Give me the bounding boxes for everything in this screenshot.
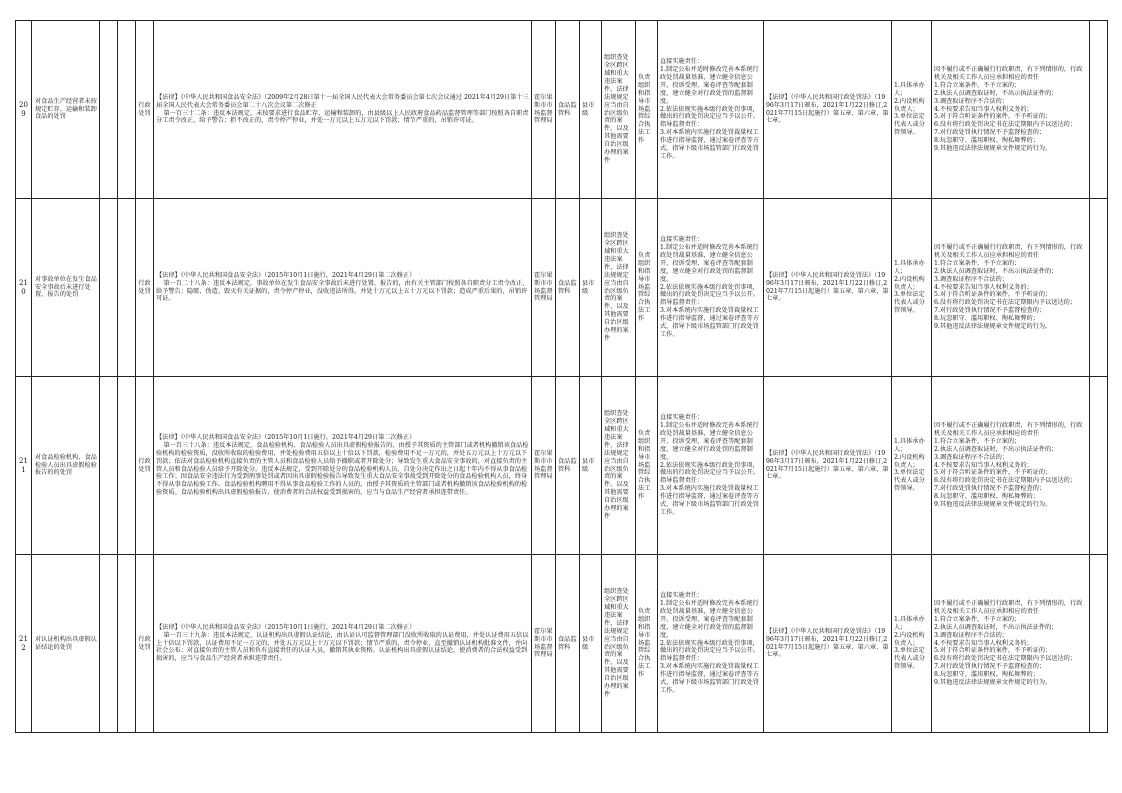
- accountability-cases: 因不履行或不正确履行行政职责，有下列情形的，行政机关及相关工作人员应承担相应的责任 1.符合立案条件，不予立案的； 2.执法人员调查取证时，不出示执法证件的； 3.调查取证程序不合法的； 4.不按要求告知当事人权利义务的； 5.对于符合听证条件的案件，不予听证的； 6.没有将行政处罚决定书在法定期限内予以送达的； 7.对行政处罚执行情况不予监督检查的； 8.玩忽职守、滥用职权、徇私舞弊的； 9.其他违反法律法规规章文件规定的行为。: [932, 377, 1090, 555]
- legal-basis: [154, 555, 532, 733]
- implementing-subject: 霍尔果斯市市场监督管理局: [532, 555, 556, 733]
- accountable-persons: 1.具体承办人； 2.内设机构负责人； 3.单位法定代表人或分管领导。: [892, 199, 932, 377]
- legal-basis: [154, 377, 532, 555]
- responsibility-basis: 【法律】《中华人民共和国行政处罚法》（1996年3月17日颁布，2021年1月22日修订,2021年7月15日起施行）第五章、第六章、第七章。: [764, 21, 892, 199]
- legal-basis: [154, 199, 532, 377]
- row-number: 210: [16, 199, 32, 377]
- responsibility-items: 直接实施责任： 1.制定公布并适时修改完善本系统行政处罚裁量基准，建立健全信息公开、投诉受理、案卷评查等配套制度，建立健全对行政处罚的监督制度。 2.依法依规实施本级行政处罚事项，做出的行政处罚决定应当予以公开。 指导监督责任： 3.对本系统内实施行政处罚裁量权工作进行指导监督，通过案卷评查等方式，指导下级市场监管部门行政处罚工作。: [658, 21, 764, 199]
- responsibility-items: 直接实施责任： 1.制定公布并适时修改完善本系统行政处罚裁量基准，建立健全信息公开、投诉受理、案卷评查等配套制度，建立健全对行政处罚的监督制度。 2.依法依规实施本级行政处罚事项，做出的行政处罚决定应当予以公开。 指导监督责任： 3.对本系统内实施行政处罚裁量权工作进行指导监督，通过案卷评查等方式，指导下级市场监管部门行政处罚工作。: [658, 377, 764, 555]
- power-list-table: [15, 20, 1108, 733]
- implementing-subject: 霍尔果斯市市场监督管理局: [532, 377, 556, 555]
- item-name: 对认证机构出具虚假认证结论的处罚: [32, 555, 100, 733]
- accountable-persons: 1.具体承办人； 2.内设机构负责人； 3.单位法定代表人或分管领导。: [892, 555, 932, 733]
- blank-cell: [118, 21, 136, 199]
- responsibility-division: 负责组织和指导市场监管综合执法工作: [636, 377, 658, 555]
- item-type: 行政处罚: [136, 199, 154, 377]
- responsible-department: 食品监管科: [556, 377, 580, 555]
- blank-cell: [100, 377, 118, 555]
- legal-basis-body: 第一百三十八条：违反本法规定，食品检验机构、食品检验人员出具虚假检验报告的，由授予其资质的主管部门或者机构撤销该食品检验机构的检验资质，没收所收取的检验费用，并处检验费用五倍以上十倍以下罚款，检验费用不足一万元的，并处五万元以上十万元以下罚款；依法对食品检验机构直接负责的主管人员和食品检验人员给予撤职或者开除处分；导致发生重大食品安全事故的，对直接负责的主管人员和食品检验人员给予开除处分。违反本法规定，受到开除处分的食品检验机构人员，自处分决定作出之日起十年内不得从事食品检验工作；因食品安全违法行为受到刑事处罚或者因出具虚假检验报告导致发生重大食品安全事故受到开除处分的食品检验机构人员，终身不得从事食品检验工作。食品检验机构聘用不得从事食品检验工作的人员的，由授予其资质的主管部门或者机构撤销该食品检验机构的检验资质。食品检验机构出具虚假检验报告，使消费者的合法权益受到损害的，应当与食品生产经营者承担连带责任。: [156, 441, 529, 497]
- item-type: 行政处罚: [136, 377, 154, 555]
- accountability-cases: 因不履行或不正确履行行政职责，有下列情形的，行政机关及相关工作人员应承担相应的责任 1.符合立案条件，不予立案的； 2.执法人员调查取证时，不出示执法证件的； 3.调查取证程序不合法的； 4.不按要求告知当事人权利义务的； 5.对于符合听证条件的案件，不予听证的； 6.没有将行政处罚决定书在法定期限内予以送达的； 7.对行政处罚执行情况不予监督检查的； 8.玩忽职守、滥用职权、徇私舞弊的； 9.其他违反法律法规规章文件规定的行为。: [932, 199, 1090, 377]
- item-name: 对食品生产经营者未按规定贮存、运输和装卸食品的处罚: [32, 21, 100, 199]
- accountable-persons: 1.具体承办人； 2.内设机构负责人； 3.单位法定代表人或分管领导。: [892, 21, 932, 199]
- responsibility-items: 直接实施责任： 1.制定公布并适时修改完善本系统行政处罚裁量基准，建立健全信息公开、投诉受理、案卷评查等配套制度，建立健全对行政处罚的监督制度。 2.依法依规实施本级行政处罚事项，做出的行政处罚决定应当予以公开。 指导监督责任： 3.对本系统内实施行政处罚裁量权工作进行指导监督，通过案卷评查等方式，指导下级市场监管部门行政处罚工作。: [658, 199, 764, 377]
- responsibility-items: 直接实施责任： 1.制定公布并适时修改完善本系统行政处罚裁量基准，建立健全信息公开、投诉受理、案卷评查等配套制度，建立健全对行政处罚的监督制度。 2.依法依规实施本级行政处罚事项，做出的行政处罚决定应当予以公开。 指导监督责任： 3.对本系统内实施行政处罚裁量权工作进行指导监督，通过案卷评查等方式，指导下级市场监管部门行政处罚工作。: [658, 555, 764, 733]
- blank-cell: [100, 199, 118, 377]
- responsibility-basis: 【法律】《中华人民共和国行政处罚法》（1996年3月17日颁布，2021年1月22日修订,2021年7月15日起施行）第五章、第六章、第七章。: [764, 199, 892, 377]
- legal-basis-body: 第一百三十九条：违反本法规定，认证机构出具虚假认证结论，由认证认可监督管理部门没收所收取的认证费用，并处认证费用五倍以上十倍以下罚款，认证费用不足一万元的，并处五万元以上十万元以下罚款；情节严重的，责令停业，直至撤销认证机构批准文件，并向社会公布；对直接负责的主管人员和负有直接责任的认证人员，撤销其执业资格。认证机构出具虚假认证结论，使消费者的合法权益受到损害的，应当与食品生产经营者承担连带责任。: [156, 631, 529, 663]
- accountability-cases: 因不履行或不正确履行行政职责，有下列情形的，行政机关及相关工作人员应承担相应的责任 1.符合立案条件，不予立案的； 2.执法人员调查取证时，不出示执法证件的； 3.调查取证程序不合法的； 4.不按要求告知当事人权利义务的； 5.对于符合听证条件的案件，不予听证的； 6.没有将行政处罚决定书在法定期限内予以送达的； 7.对行政处罚执行情况不予监督检查的； 8.玩忽职守、滥用职权、徇私舞弊的； 9.其他违反法律法规规章文件规定的行为。: [932, 21, 1090, 199]
- exercise-level: 县市级: [580, 21, 602, 199]
- responsibility-division: 负责组织和指导市场监管综合执法工作: [636, 21, 658, 199]
- responsible-department: 食品监管科: [556, 21, 580, 199]
- blank-cell: [100, 555, 118, 733]
- blank-cell: [118, 555, 136, 733]
- jurisdiction-scope: 组织查处全区跨区域和重大违法案件，法律法规规定应当由自治区级负责的案件，以及其他需要自治区级办理的案件: [602, 21, 636, 199]
- implementing-subject: 霍尔果斯市市场监督管理局: [532, 199, 556, 377]
- exercise-level: 县市级: [580, 199, 602, 377]
- implementing-subject: 霍尔果斯市市场监督管理局: [532, 21, 556, 199]
- legal-basis-title: 【法律】《中华人民共和国食品安全法》（2015年10月1日施行，2021年4月29日第二次修正）: [156, 433, 416, 441]
- item-name: 对事故单位在发生食品安全事故后未进行处置、报告的处罚: [32, 199, 100, 377]
- legal-basis: [154, 21, 532, 199]
- table-row: [16, 199, 1108, 377]
- legal-basis-body: 第一百三十二条：违反本法规定，未按要求进行食品贮存、运输和装卸的，由县级以上人民政府食品药品监督管理等部门按照各自职责分工责令改正，给予警告；拒不改正的，责令停产停业，并处一万元以上五万元以下罚款；情节严重的，吊销许可证。: [156, 109, 529, 125]
- row-number: 212: [16, 555, 32, 733]
- remarks-cell: [1090, 199, 1108, 377]
- item-name: 对食品检验机构、食品检验人员出具虚假检验报告的的处罚: [32, 377, 100, 555]
- remarks-cell: [1090, 21, 1108, 199]
- responsibility-division: 负责组织和指导市场监管综合执法工作: [636, 555, 658, 733]
- blank-cell: [118, 377, 136, 555]
- table-row: [16, 377, 1108, 555]
- remarks-cell: [1090, 555, 1108, 733]
- responsible-department: 食品监管科: [556, 555, 580, 733]
- legal-basis-title: 【法律】《中华人民共和国食品安全法》（2009年2月28日第十一届全国人民代表大会常务委员会第七次会议通过 2021年4月29日第十三届全国人民代表大会常务委员会第二十八次会议第二次修正: [156, 93, 529, 109]
- legal-basis-body: 第一百二十八条：违反本法规定，事故单位在发生食品安全事故后未进行处置、报告的，由有关主管部门按照各自职责分工责令改正，给予警告；隐匿、伪造、毁灭有关证据的，责令停产停业，没收违法所得，并处十万元以上五十万元以下罚款；造成严重后果的，吊销许可证。: [156, 279, 529, 303]
- remarks-cell: [1090, 377, 1108, 555]
- item-type: 行政处罚: [136, 555, 154, 733]
- jurisdiction-scope: 组织查处全区跨区域和重大违法案件，法律法规规定应当由自治区级负责的案件，以及其他需要自治区级办理的案件: [602, 377, 636, 555]
- jurisdiction-scope: 组织查处全区跨区域和重大违法案件，法律法规规定应当由自治区级负责的案件，以及其他需要自治区级办理的案件: [602, 555, 636, 733]
- responsibility-basis: 【法律】《中华人民共和国行政处罚法》（1996年3月17日颁布，2021年1月22日修订,2021年7月15日起施行）第五章、第六章、第七章。: [764, 555, 892, 733]
- table-row: [16, 555, 1108, 733]
- legal-basis-title: 【法律】《中华人民共和国食品安全法》（2015年10月1日施行，2021年4月29日第二次修正）: [156, 271, 416, 279]
- accountability-cases: 因不履行或不正确履行行政职责，有下列情形的，行政机关及相关工作人员应承担相应的责任 1.符合立案条件，不予立案的； 2.执法人员调查取证时，不出示执法证件的； 3.调查取证程序不合法的； 4.不按要求告知当事人权利义务的； 5.对于符合听证条件的案件，不予听证的； 6.没有将行政处罚决定书在法定期限内予以送达的； 7.对行政处罚执行情况不予监督检查的； 8.玩忽职守、滥用职权、徇私舞弊的； 9.其他违反法律法规规章文件规定的行为。: [932, 555, 1090, 733]
- exercise-level: 县市级: [580, 377, 602, 555]
- legal-basis-title: 【法律】《中华人民共和国食品安全法》（2015年10月1日施行，2021年4月29日第二次修正）: [156, 623, 416, 631]
- accountable-persons: 1.具体承办人； 2.内设机构负责人； 3.单位法定代表人或分管领导。: [892, 377, 932, 555]
- responsible-department: 食品监管科: [556, 199, 580, 377]
- blank-cell: [100, 21, 118, 199]
- exercise-level: 县市级: [580, 555, 602, 733]
- item-type: 行政处罚: [136, 21, 154, 199]
- responsibility-basis: 【法律】《中华人民共和国行政处罚法》（1996年3月17日颁布，2021年1月22日修订,2021年7月15日起施行）第五章、第六章、第七章。: [764, 377, 892, 555]
- jurisdiction-scope: 组织查处全区跨区域和重大违法案件，法律法规规定应当由自治区级负责的案件，以及其他需要自治区级办理的案件: [602, 199, 636, 377]
- row-number: 211: [16, 377, 32, 555]
- blank-cell: [118, 199, 136, 377]
- table-row: [16, 21, 1108, 199]
- row-number: 209: [16, 21, 32, 199]
- responsibility-division: 负责组织和指导市场监管综合执法工作: [636, 199, 658, 377]
- table-body: [16, 21, 1108, 733]
